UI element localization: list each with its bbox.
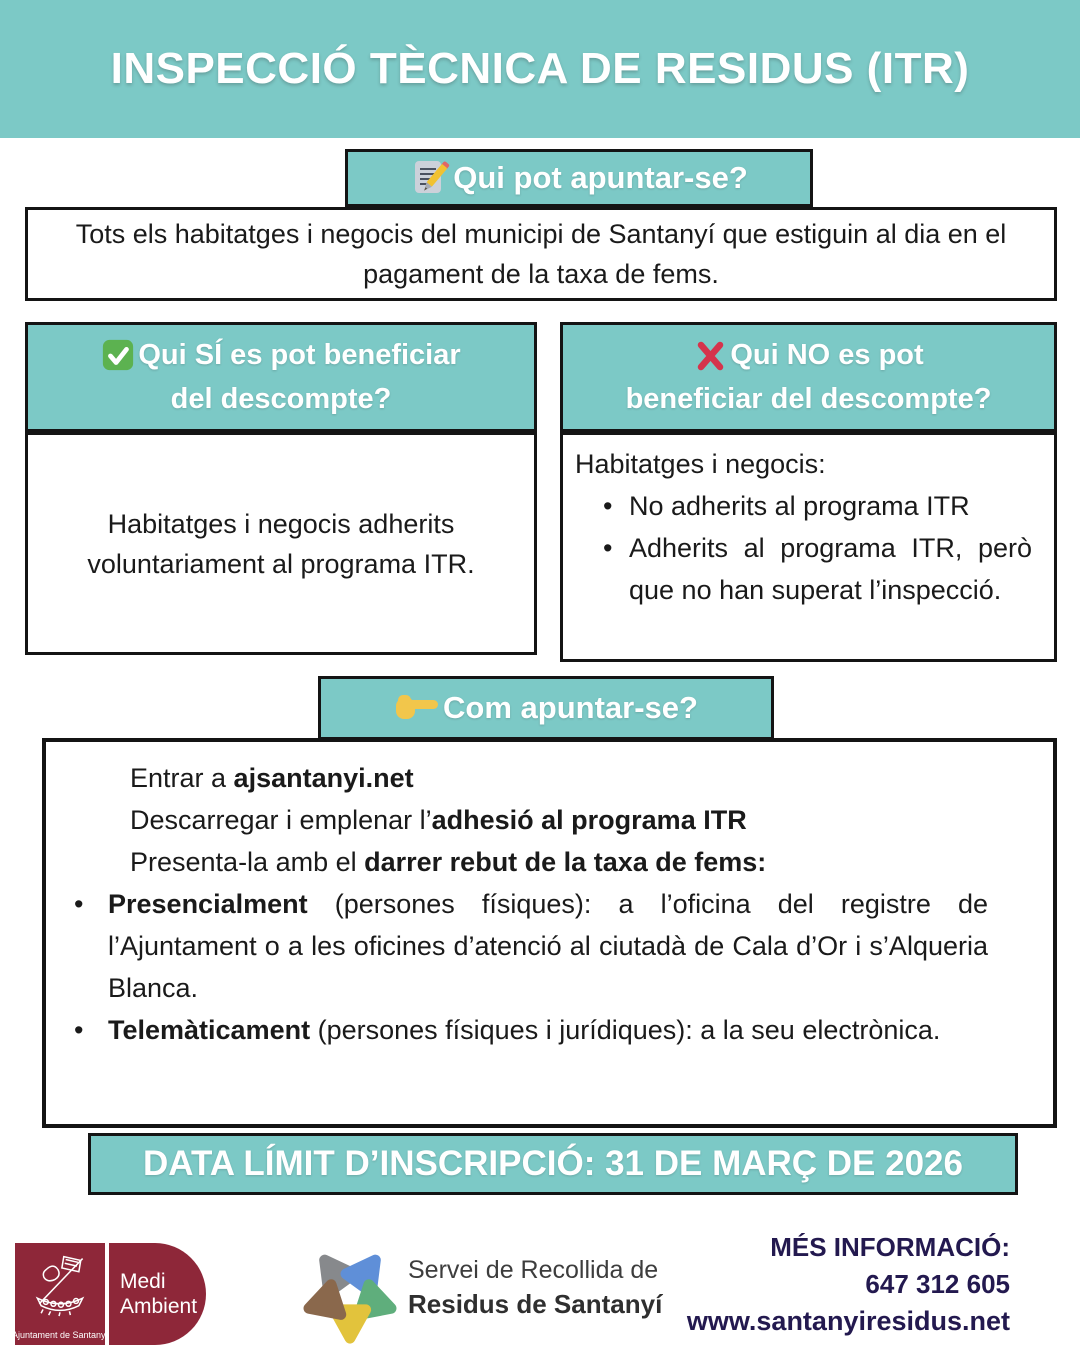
how-step: Entrar a ajsantanyi.net bbox=[130, 763, 414, 793]
col-yes-heading-text2: del descompte? bbox=[170, 383, 392, 415]
council-name: Ajuntament de Santanyí bbox=[11, 1330, 109, 1340]
col-no-heading-text2: beneficiar del descompte? bbox=[625, 383, 992, 415]
medi-ambient-badge bbox=[109, 1243, 206, 1345]
who-body-text: Tots els habitatges i negocis del municipi de Santanyí que estiguin al dia en el pagament de la taxa de fems. bbox=[75, 219, 1007, 289]
residus-flower-icon bbox=[296, 1240, 404, 1350]
title-banner bbox=[0, 0, 1080, 138]
col-yes-body-text: Habitatges i negocis adherits voluntariament al programa ITR. bbox=[87, 508, 475, 579]
col-no-heading-line2 bbox=[626, 377, 992, 421]
page-title: INSPECCIÓ TÈCNICA DE RESIDUS (ITR) bbox=[110, 44, 970, 93]
col-no-heading-line1 bbox=[693, 333, 923, 377]
council-crest-icon bbox=[29, 1251, 91, 1322]
col-yes-header bbox=[25, 322, 537, 432]
memo-icon bbox=[410, 158, 450, 198]
deadline-text: DATA LÍMIT D’INSCRIPCIÓ: 31 DE MARÇ DE 2026 bbox=[142, 1144, 963, 1183]
more-info-label: MÉS INFORMACIÓ: bbox=[770, 1232, 1010, 1262]
col-yes-heading-line2 bbox=[171, 377, 392, 421]
col-yes-body bbox=[25, 432, 537, 655]
section-how-header bbox=[318, 676, 774, 740]
how-step: Descarregar i emplenar l’adhesió al programa ITR bbox=[130, 805, 747, 835]
col-no-heading-text1: Qui NO es pot bbox=[730, 339, 924, 371]
col-no-intro: Habitatges i negocis: bbox=[575, 449, 826, 479]
more-info bbox=[687, 1229, 1010, 1340]
how-step-bullet: • Telemàticament (persones físiques i jurídiques): a la seu electrònica. bbox=[46, 1009, 1053, 1051]
cross-icon bbox=[693, 338, 727, 372]
deadline-banner bbox=[88, 1133, 1018, 1195]
col-no-body bbox=[560, 432, 1057, 662]
col-no-header bbox=[560, 322, 1057, 432]
service-logo-text bbox=[408, 1256, 662, 1320]
service-line1: Servei de Recollida de bbox=[408, 1256, 659, 1284]
section-who-body bbox=[25, 207, 1057, 301]
how-step: Presenta-la amb el darrer rebut de la taxa de fems: bbox=[130, 847, 767, 877]
service-line2: Residus de Santanyí bbox=[408, 1289, 663, 1319]
list-item: • Adherits al programa ITR, però que no han superat l’inspecció. bbox=[599, 527, 1032, 611]
list-item: • No adherits al programa ITR bbox=[599, 485, 1032, 527]
council-logo bbox=[11, 1243, 109, 1345]
col-yes-heading-text1: Qui SÍ es pot beneficiar bbox=[138, 339, 461, 371]
section-how-heading: Com apuntar-se? bbox=[443, 690, 698, 725]
section-how-body bbox=[42, 738, 1057, 1128]
col-yes-heading-line1 bbox=[101, 333, 460, 377]
bullet-dot: • bbox=[74, 1015, 84, 1045]
section-who-heading: Qui pot apuntar-se? bbox=[453, 160, 748, 195]
department-label: Medi Ambient bbox=[120, 1270, 198, 1318]
how-step-bullet: • Presencialment (persones físiques): a l’oficina del registre de l’Ajuntament o a les oficines d’atenció al ciutadà de Cala d’Or i s’Alqueria Blanca. bbox=[46, 883, 1053, 1009]
check-icon bbox=[101, 338, 135, 372]
bullet-dot: • bbox=[74, 889, 84, 919]
col-no-bullets bbox=[599, 485, 1032, 611]
section-who-header bbox=[345, 149, 813, 207]
more-info-phone: 647 312 605 bbox=[865, 1269, 1010, 1299]
more-info-website: www.santanyiresidus.net bbox=[686, 1306, 1010, 1336]
pointing-right-icon bbox=[394, 691, 440, 725]
how-steps bbox=[46, 757, 1053, 1051]
